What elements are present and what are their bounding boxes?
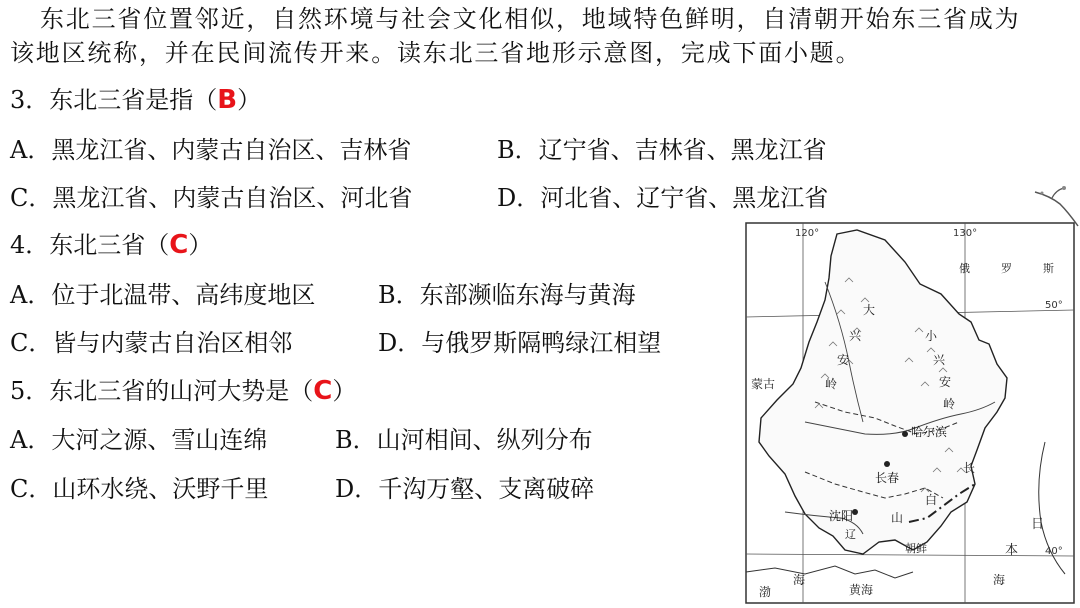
harbin-dot bbox=[902, 431, 908, 437]
harbin-label: 哈尔滨 bbox=[911, 425, 948, 439]
question-3-answer: B bbox=[217, 85, 238, 115]
question-3-option-a: A．黑龙江省、内蒙古自治区、吉林省 bbox=[10, 136, 412, 164]
lat-50-label: 50° bbox=[1045, 300, 1063, 311]
xiao-xing-an-label-1: 小 bbox=[925, 329, 938, 343]
question-5-prefix: 5．东北三省的山河大势是（ bbox=[10, 377, 314, 405]
question-4-option-a: A．位于北温带、高纬度地区 bbox=[10, 281, 316, 309]
question-5-suffix: ） bbox=[332, 377, 357, 405]
question-5-option-c: C．山环水绕、沃野千里 bbox=[10, 475, 269, 503]
lat-40-label: 40° bbox=[1045, 546, 1063, 557]
question-4-prefix: 4．东北三省（ bbox=[10, 231, 170, 259]
da-xing-an-label-3: 安 bbox=[837, 353, 850, 367]
shenyang-label: 沈阳 bbox=[829, 509, 854, 523]
question-4-option-c: C．皆与内蒙古自治区相邻 bbox=[10, 329, 293, 357]
question-4-option-b: B．东部濒临东海与黄海 bbox=[378, 281, 636, 309]
question-4-suffix: ） bbox=[188, 231, 213, 259]
lon-130-label: 130° bbox=[953, 228, 978, 239]
question-3-option-d: D．河北省、辽宁省、黑龙江省 bbox=[497, 184, 829, 212]
question-5-stem bbox=[10, 376, 356, 406]
northeast-terrain-map bbox=[745, 222, 1075, 604]
question-5-option-b: B．山河相间、纵列分布 bbox=[335, 426, 593, 454]
russia-label-3: 斯 bbox=[1043, 262, 1054, 275]
changchun-label: 长春 bbox=[875, 471, 900, 485]
question-3-stem bbox=[10, 85, 261, 115]
korea-label: 朝鲜 bbox=[905, 542, 927, 555]
da-xing-an-label-4: 岭 bbox=[825, 377, 838, 391]
question-3-suffix: ） bbox=[237, 86, 262, 114]
changbai-label-3: 山 bbox=[891, 511, 904, 525]
liao-label: 辽 bbox=[845, 528, 856, 541]
japan-label-2: 本 bbox=[1005, 543, 1019, 558]
xiao-xing-an-label-4: 岭 bbox=[943, 397, 956, 411]
sea-label-east: 海 bbox=[993, 573, 1006, 587]
question-5-option-a: A．大河之源、雪山连绵 bbox=[10, 426, 268, 454]
russia-label-1: 俄 bbox=[959, 262, 970, 275]
xiao-xing-an-label-3: 安 bbox=[939, 375, 952, 389]
changbai-label-2: 白 bbox=[925, 493, 938, 507]
question-5-option-d: D．千沟万壑、支离破碎 bbox=[335, 475, 595, 503]
da-xing-an-label-1: 大 bbox=[863, 303, 876, 317]
japan-label-1: 日 bbox=[1031, 517, 1045, 532]
da-xing-an-label-2: 兴 bbox=[849, 329, 862, 343]
russia-label-2: 罗 bbox=[1001, 262, 1012, 275]
intro-line-1: 东北三省位置邻近，自然环境与社会文化相似，地域特色鲜明，自清朝开始东三省成为 bbox=[40, 5, 1021, 33]
question-3-option-b: B．辽宁省、吉林省、黑龙江省 bbox=[497, 136, 827, 164]
xiao-xing-an-label-2: 兴 bbox=[933, 353, 946, 367]
bohai-label-1: 渤 bbox=[759, 585, 772, 599]
question-3-prefix: 3．东北三省是指（ bbox=[10, 86, 218, 114]
mongolia-label: 蒙古 bbox=[751, 377, 776, 391]
bohai-label-2: 海 bbox=[793, 573, 806, 587]
huanghai-label: 黄海 bbox=[849, 583, 874, 597]
question-3-option-c: C．黑龙江省、内蒙古自治区、河北省 bbox=[10, 184, 413, 212]
lon-120-label: 120° bbox=[795, 228, 820, 239]
intro-line-2: 该地区统称，并在民间流传开来。读东北三省地形示意图，完成下面小题。 bbox=[10, 39, 862, 67]
question-4-option-d: D．与俄罗斯隔鸭绿江相望 bbox=[378, 329, 662, 357]
question-4-stem bbox=[10, 230, 212, 260]
question-4-answer: C bbox=[169, 230, 189, 260]
changbai-label-1: 长 bbox=[963, 461, 976, 475]
changchun-dot bbox=[884, 461, 890, 467]
question-5-answer: C bbox=[313, 376, 333, 406]
